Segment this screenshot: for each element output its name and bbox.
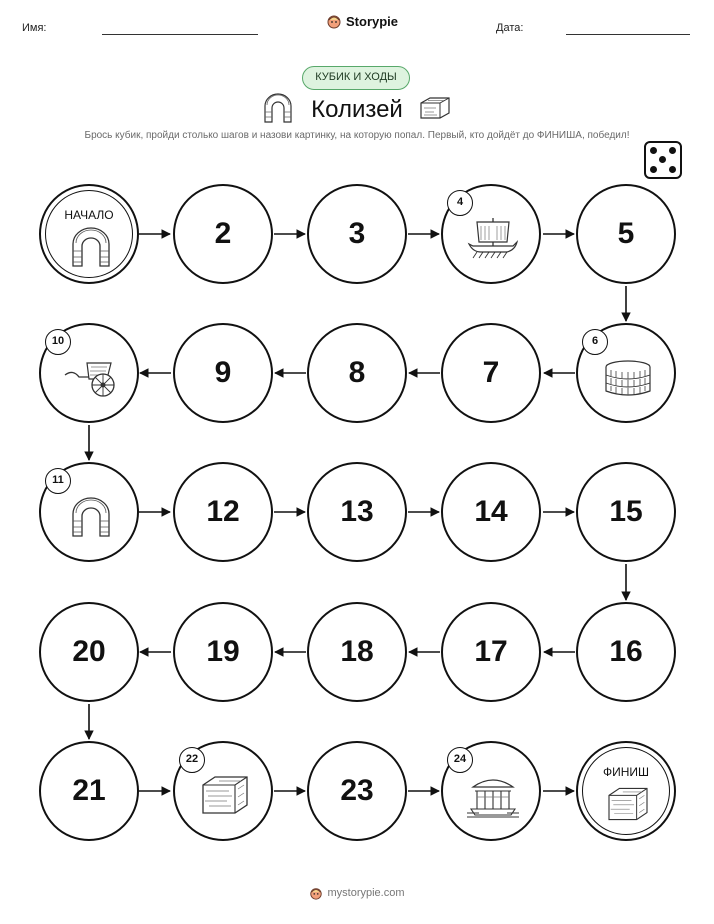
board-cell-start: [39, 184, 139, 284]
start-label: НАЧАЛО: [64, 208, 114, 222]
board-cell-17: 17: [441, 602, 541, 702]
cell-number-badge: 4: [447, 190, 473, 216]
footer-url[interactable]: mystorypie.com: [327, 887, 405, 899]
arch-icon: [69, 494, 113, 538]
board-cell-14: 14: [441, 462, 541, 562]
board-cell-13: 13: [307, 462, 407, 562]
stone-block-icon: [199, 773, 251, 817]
name-label: Имя:: [22, 22, 47, 34]
board-cell-24: [441, 741, 541, 841]
board-cell-3: 3: [307, 184, 407, 284]
cell-number-badge: 6: [582, 329, 608, 355]
footer: [0, 886, 714, 900]
board-cell-6: [576, 323, 676, 423]
board-cell-8: 8: [307, 323, 407, 423]
board-cell-18: 18: [307, 602, 407, 702]
cell-number-badge: 10: [45, 329, 71, 355]
board-cell-10: [39, 323, 139, 423]
brand-name: Storypie: [346, 13, 399, 29]
board-cell-11: [39, 462, 139, 562]
colosseum-icon: [602, 355, 654, 399]
board-cell-16: 16: [576, 602, 676, 702]
ship-icon: [467, 216, 519, 260]
board-cell-23: 23: [307, 741, 407, 841]
board-cell-2: 2: [173, 184, 273, 284]
board-cell-19: 19: [173, 602, 273, 702]
board-cell-12: 12: [173, 462, 273, 562]
board-cell-20: 20: [39, 602, 139, 702]
cell-number-badge: 22: [179, 747, 205, 773]
instructions-text: Брось кубик, пройди столько шагов и назови картинку, на которую попал. Первый, кто дойдёт до ФИНИША, победил!: [84, 130, 630, 141]
date-label: Дата:: [496, 22, 524, 34]
pie-mascot-icon: [309, 886, 323, 900]
finish-label: ФИНИШ: [602, 765, 650, 779]
stone-block-icon: [604, 785, 652, 823]
board-cell-5: 5: [576, 184, 676, 284]
board-cell-9: 9: [173, 323, 273, 423]
board-cell-22: [173, 741, 273, 841]
cell-number-badge: 11: [45, 468, 71, 494]
page-title: Колизей: [311, 96, 403, 123]
board-cell-21: 21: [39, 741, 139, 841]
arch-icon: [69, 224, 113, 268]
board-cell-7: 7: [441, 323, 541, 423]
board-cell-4: [441, 184, 541, 284]
gazebo-icon: [465, 773, 521, 821]
cell-number-badge: 24: [447, 747, 473, 773]
board-cell-finish: [576, 741, 676, 841]
game-type-badge: КУБИК И ХОДЫ: [302, 66, 410, 90]
board-cell-15: 15: [576, 462, 676, 562]
chariot-icon: [63, 355, 119, 399]
